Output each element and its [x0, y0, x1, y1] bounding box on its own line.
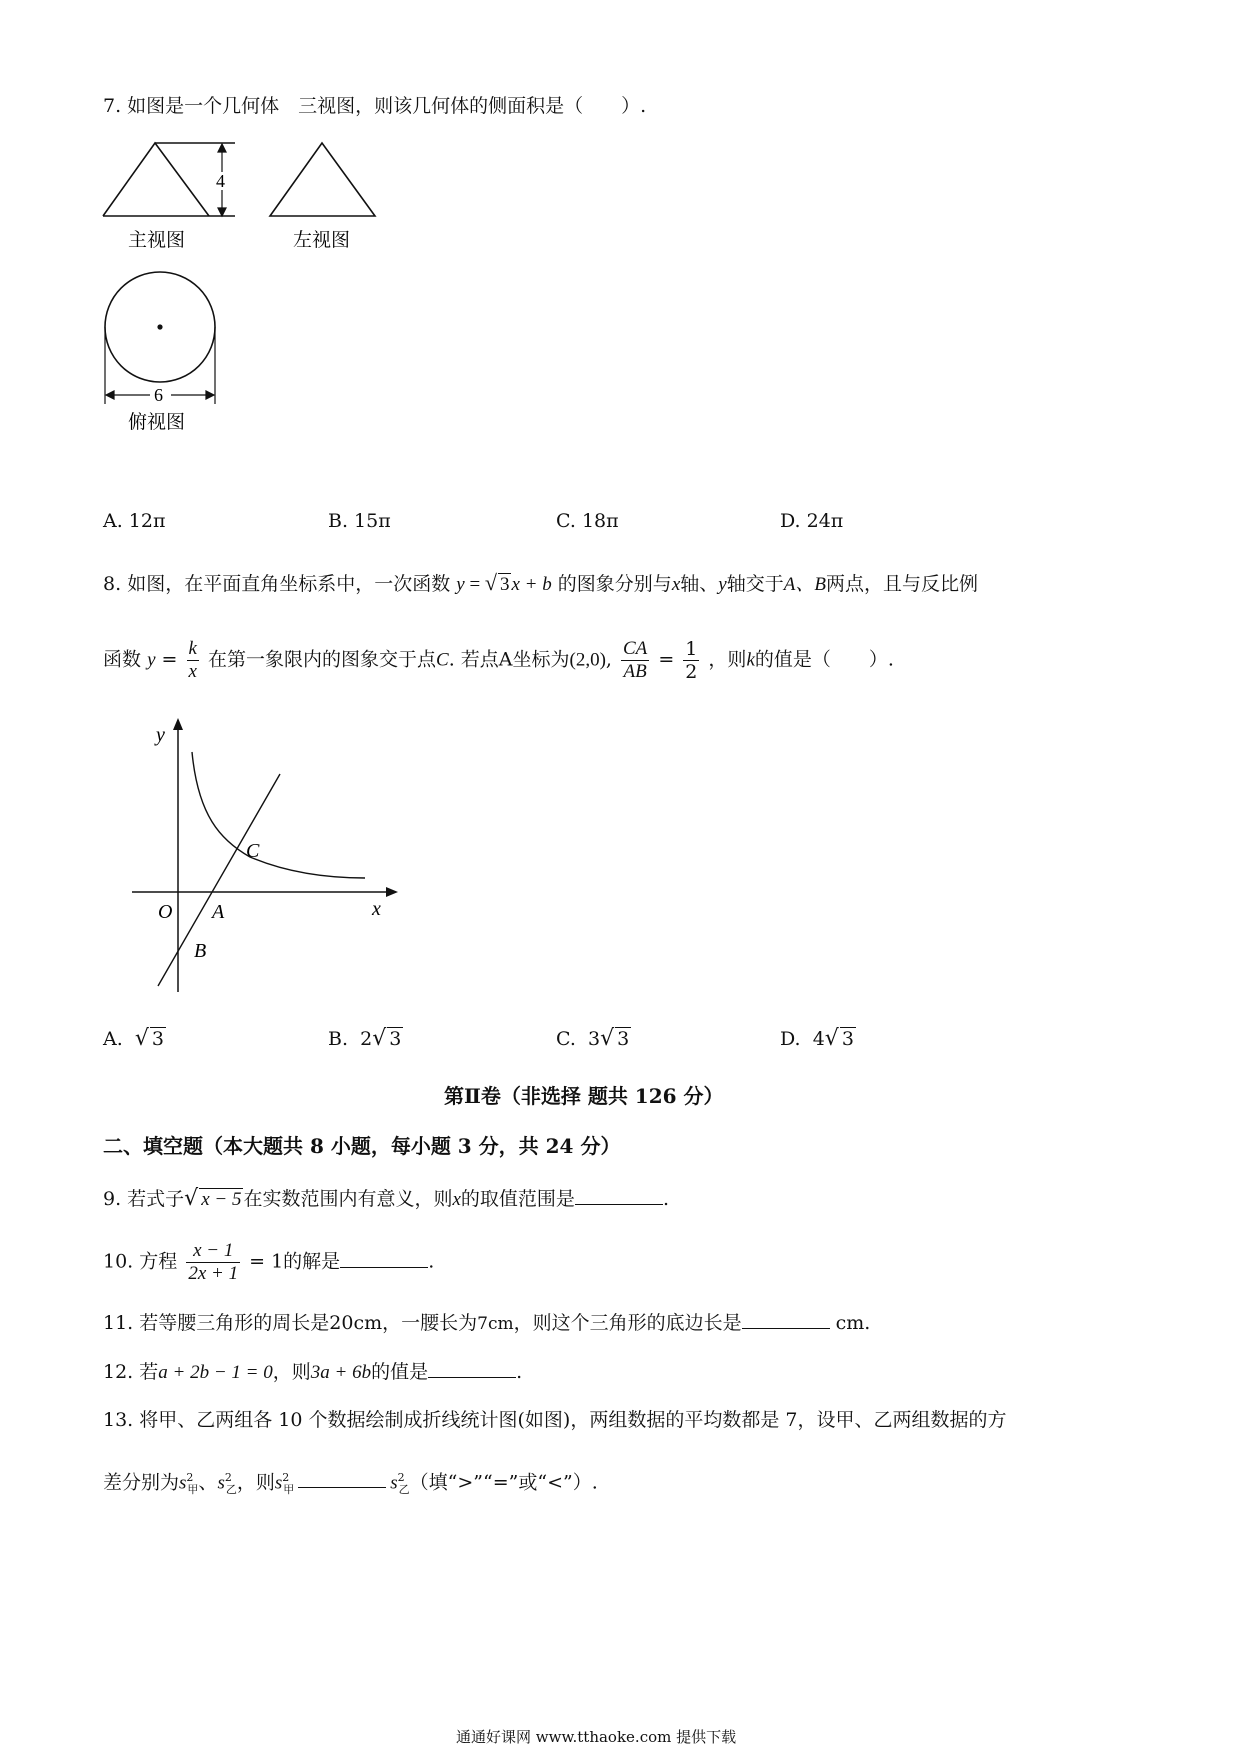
- point-c-label: C: [246, 840, 260, 862]
- top-view-center-dot: [157, 324, 162, 329]
- q9-answer-blank[interactable]: [575, 1186, 663, 1205]
- point-b-label: B: [194, 940, 207, 962]
- footer-source: 通通好课网 www.tthaoke.com 提供下载: [456, 1728, 737, 1746]
- q8-option-d: D. 4√ 3: [780, 1026, 854, 1051]
- q7-option-c: C. 18π: [556, 510, 619, 532]
- q13-line1: 13. 将甲、乙两组各 10 个数据绘制成折线统计图(如图)，两组数据的平均数都是 7，设甲、乙两组数据的方: [103, 1409, 1007, 1431]
- q7-three-views-figure: [95, 130, 395, 430]
- q8-graph: [120, 700, 410, 1000]
- q8-line2: 函数 y = $\frac{k}{x}$ 在第一象限内的图象交于点C. 若点A坐标为(2,0), $\frac{CA}{AB}$ = $\frac{1}{2}$ ，则k的值是（ ）.: [103, 638, 894, 683]
- q7-option-b: B. 15π: [328, 510, 391, 532]
- q7-option-d: D. 24π: [780, 510, 844, 532]
- origin-label: O: [158, 901, 173, 923]
- point-a-label: A: [212, 901, 225, 923]
- x-axis-arrow: [386, 887, 398, 897]
- y-axis-label: y: [156, 724, 165, 746]
- q13-line2: 差分别为$s^2_甲$、$s^2_乙$，则$s^2_甲$ $s^2_乙$（填“>”“=”或“<”）.: [103, 1471, 598, 1497]
- section2-title: 二、填空题（本大题共 8 小题，每小题 3 分，共 24 分）: [103, 1134, 621, 1158]
- left-view-label: 左视图: [293, 230, 351, 251]
- q12-answer-blank[interactable]: [428, 1359, 516, 1378]
- diam-dim-label: 6: [154, 385, 163, 405]
- part2-title: 第Ⅱ卷（非选择 题共 126 分）: [444, 1084, 724, 1108]
- q10-fraction: $\frac{x - 1}{2x + 1}$: [188, 1240, 239, 1284]
- inverse-function-curve: [192, 752, 365, 878]
- q10-answer-blank[interactable]: [340, 1249, 428, 1268]
- q8-option-a: A. √ 3: [103, 1026, 164, 1051]
- q7-option-a: A. 12π: [103, 510, 166, 532]
- q11-answer-blank[interactable]: [742, 1310, 830, 1329]
- q8-half-fraction: $\frac{1}{2}$: [685, 638, 698, 683]
- x-axis-label: x: [372, 898, 381, 920]
- y-axis-arrow: [173, 718, 183, 730]
- q8-ratio-fraction: $\frac{CA}{AB}$: [623, 638, 648, 682]
- q8-option-c: C. 3√ 3: [556, 1026, 630, 1051]
- height-dim-label: 4: [216, 171, 225, 191]
- front-view-label: 主视图: [128, 230, 186, 251]
- q8-line1: 8. 如图，在平面直角坐标系中，一次函数 y = √ 3 x + b 的图象分别与x轴、y轴交于A、B两点，且与反比例: [103, 570, 978, 595]
- q8-inverse-fraction: $\frac{k}{x}$: [188, 638, 197, 682]
- top-view-label: 俯视图: [128, 412, 186, 430]
- linear-function-line: [158, 774, 280, 986]
- q8-option-b: B. 2√ 3: [328, 1026, 402, 1051]
- q11: 11. 若等腰三角形的周长是20cm，一腰长为7cm，则这个三角形的底边长是 cm.: [103, 1312, 871, 1334]
- q10: 10. 方程 $\frac{x - 1}{2x + 1}$ = 1的解是 .: [103, 1240, 435, 1284]
- q13-answer-blank[interactable]: [298, 1469, 386, 1488]
- left-view-shape: [270, 143, 375, 216]
- q12: 12. 若a + 2b − 1 = 0，则3a + 6b的值是 .: [103, 1361, 523, 1383]
- q7-stem: 7. 如图是一个几何体 三视图，则该几何体的侧面积是（ ）.: [103, 95, 647, 117]
- q9: 9. 若式子√ x − 5 在实数范围内有意义，则x的取值范围是 .: [103, 1186, 669, 1211]
